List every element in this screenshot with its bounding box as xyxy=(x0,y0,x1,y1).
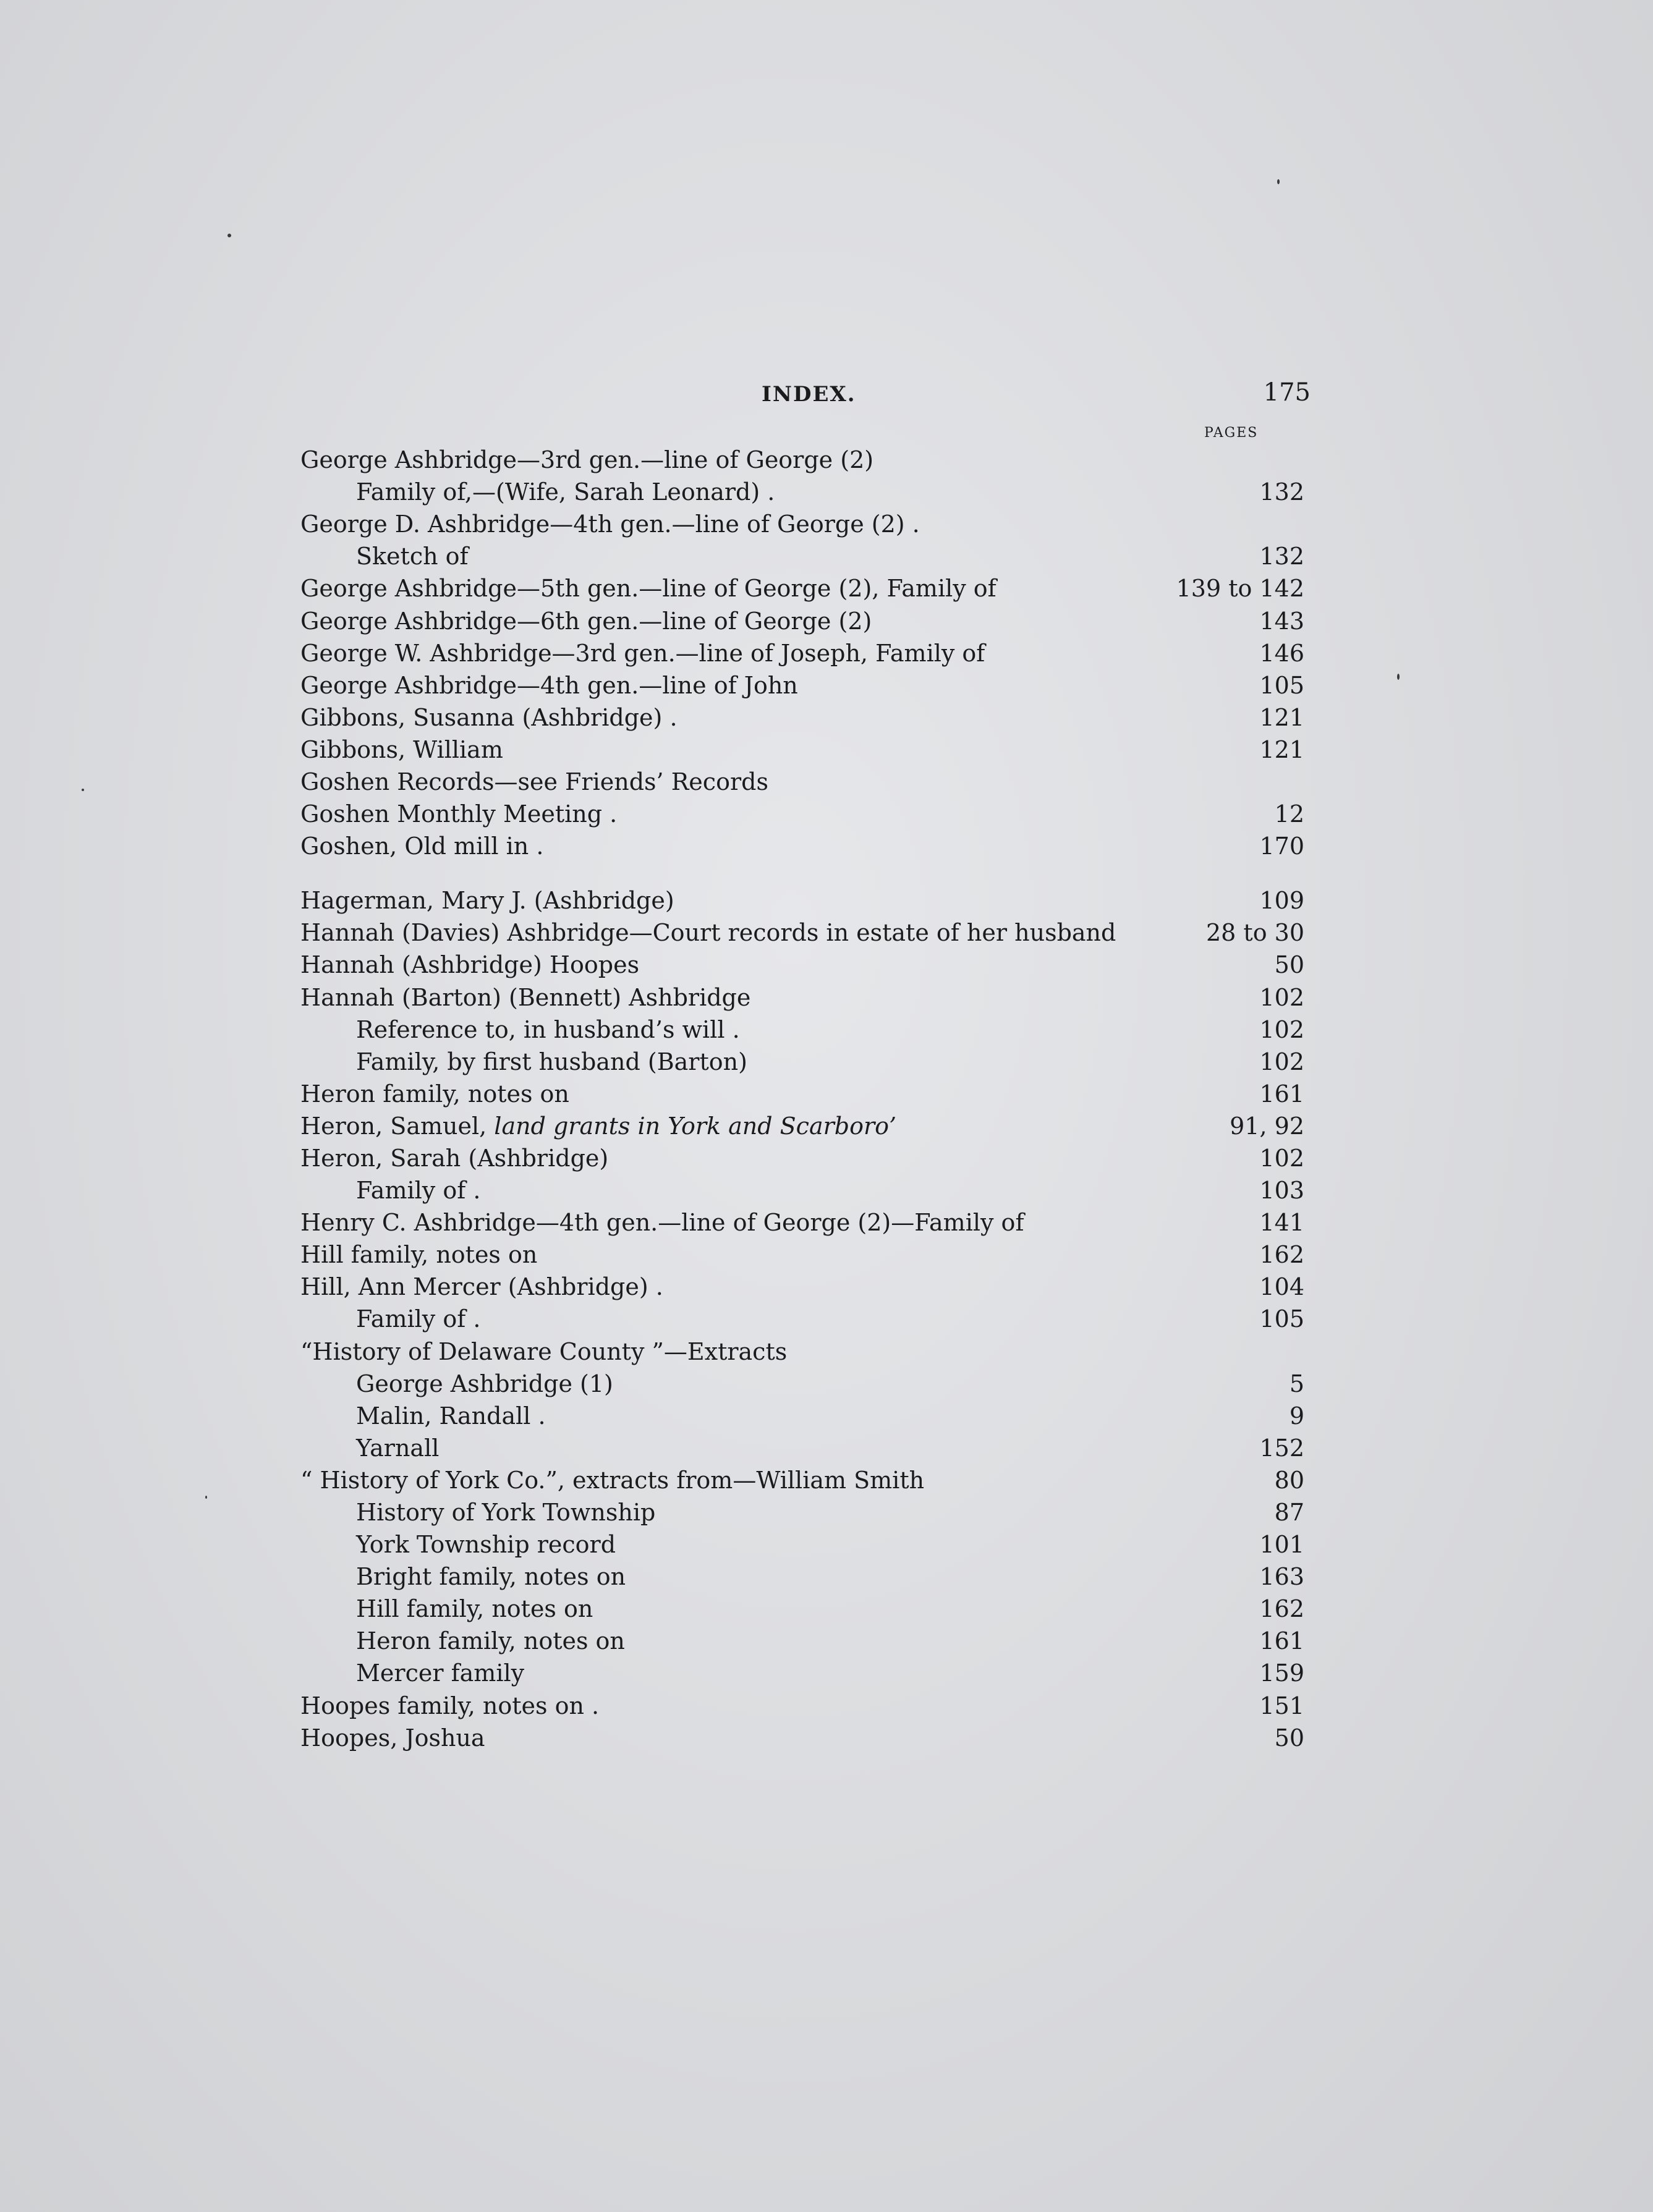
index-entry xyxy=(300,1046,1311,1078)
index-entry xyxy=(300,669,1311,701)
entry-text: George Ashbridge (1) xyxy=(356,1370,613,1397)
index-entry xyxy=(300,981,1311,1013)
entry-text: Heron family, notes on xyxy=(300,1080,569,1108)
index-entry xyxy=(300,949,1311,981)
entry-text: Hannah (Davies) Ashbridge—Court records in estate of her husband xyxy=(300,919,1116,947)
entry-text: Hannah (Barton) (Bennett) Ashbridge xyxy=(300,983,751,1011)
entry-page-ref: 162 xyxy=(1259,1241,1304,1269)
entry-text: George W. Ashbridge—3rd gen.—line of Joseph, Family of xyxy=(300,639,985,667)
entry-text: Family of . xyxy=(356,1177,481,1205)
index-entry xyxy=(300,476,1311,508)
page-number: 175 xyxy=(1263,378,1311,407)
index-entry xyxy=(300,1625,1311,1657)
entry-page-ref: 146 xyxy=(1259,639,1304,667)
page-header xyxy=(300,378,1311,415)
index-entry xyxy=(300,862,1311,917)
index-entry xyxy=(300,1271,1311,1303)
entry-text: York Township record xyxy=(356,1531,616,1559)
paper-speck xyxy=(227,234,231,237)
index-entries xyxy=(300,444,1311,1754)
entry-page-ref: 102 xyxy=(1259,983,1304,1011)
entry-text: Hoopes family, notes on . xyxy=(300,1692,600,1719)
entry-text: Hill, Ann Mercer (Ashbridge) . xyxy=(300,1273,663,1301)
entry-text: Yarnall xyxy=(356,1434,440,1462)
paper-speck xyxy=(205,1496,207,1499)
index-entry xyxy=(300,701,1311,734)
index-entry xyxy=(300,1657,1311,1689)
index-entry xyxy=(300,1303,1311,1335)
entry-text: “History of Delaware County ”—Extracts xyxy=(300,1337,788,1365)
index-entry xyxy=(300,1368,1311,1400)
index-entry xyxy=(300,637,1311,669)
entry-page-ref: 5 xyxy=(1289,1370,1304,1397)
index-entry xyxy=(300,1464,1311,1496)
index-entry xyxy=(300,1110,1311,1142)
entry-page-ref: 121 xyxy=(1259,735,1304,763)
index-entry xyxy=(300,1335,1311,1367)
entry-page-ref: 101 xyxy=(1259,1531,1304,1559)
index-entry xyxy=(300,604,1311,637)
index-entry xyxy=(300,508,1311,540)
entry-page-ref: 102 xyxy=(1259,1015,1304,1043)
index-entry xyxy=(300,444,1311,476)
entry-page-ref: 161 xyxy=(1259,1627,1304,1655)
entry-text: Henry C. Ashbridge—4th gen.—line of George (2)—Family of xyxy=(300,1209,1024,1237)
entry-text: Bright family, notes on xyxy=(356,1563,626,1591)
entry-text: George Ashbridge—6th gen.—line of George (2) xyxy=(300,607,872,635)
index-entry xyxy=(300,1561,1311,1593)
entry-page-ref: 162 xyxy=(1259,1595,1304,1623)
entry-page-ref: 102 xyxy=(1259,1048,1304,1075)
entry-page-ref: 28 to 30 xyxy=(1205,919,1304,947)
entry-page-ref: 139 to 142 xyxy=(1176,575,1304,603)
entry-page-ref: 132 xyxy=(1259,478,1304,506)
entry-page-ref: 102 xyxy=(1259,1144,1304,1172)
entry-text: Family of,—(Wife, Sarah Leonard) . xyxy=(356,478,775,506)
entry-text: Heron, Samuel, land grants in York and Scarboro’ xyxy=(300,1112,897,1140)
entry-page-ref: 105 xyxy=(1259,1305,1304,1333)
entry-text: Mercer family xyxy=(356,1659,525,1687)
index-entry xyxy=(300,798,1311,830)
index-entry xyxy=(300,1206,1311,1239)
entry-text: George Ashbridge—5th gen.—line of George (2), Family of xyxy=(300,575,996,603)
index-entry xyxy=(300,830,1311,862)
index-entry xyxy=(300,1496,1311,1528)
entry-text: Goshen, Old mill in . xyxy=(300,833,544,860)
index-entry xyxy=(300,1689,1311,1721)
entry-page-ref: 50 xyxy=(1274,1724,1304,1752)
index-entry xyxy=(300,1174,1311,1206)
entry-text: Family, by first husband (Barton) xyxy=(356,1048,747,1075)
entry-page-ref: 104 xyxy=(1259,1273,1304,1301)
entry-text: Hill family, notes on xyxy=(300,1241,538,1269)
entry-page-ref: 105 xyxy=(1259,671,1304,699)
entry-text: Heron, Sarah (Ashbridge) xyxy=(300,1144,609,1172)
paper-speck xyxy=(82,789,84,791)
entry-text: Malin, Randall . xyxy=(356,1402,546,1430)
pages-column-label: PAGES xyxy=(1204,425,1259,441)
entry-page-ref: 161 xyxy=(1259,1080,1304,1108)
index-entry xyxy=(300,766,1311,798)
paper-speck xyxy=(1277,179,1280,184)
index-entry xyxy=(300,917,1311,949)
index-entry xyxy=(300,1014,1311,1046)
entry-text: Family of . xyxy=(356,1305,481,1333)
entry-page-ref: 159 xyxy=(1259,1659,1304,1687)
entry-page-ref: 109 xyxy=(1259,887,1304,915)
entry-page-ref: 151 xyxy=(1259,1692,1304,1719)
paper-speck xyxy=(1397,674,1400,680)
index-entry xyxy=(300,1142,1311,1174)
index-entry xyxy=(300,1593,1311,1625)
index-entry xyxy=(300,1400,1311,1432)
entry-page-ref: 50 xyxy=(1274,951,1304,979)
entry-page-ref: 152 xyxy=(1259,1434,1304,1462)
index-entry xyxy=(300,1078,1311,1110)
index-entry xyxy=(300,1722,1311,1754)
entry-page-ref: 143 xyxy=(1259,607,1304,635)
entry-text: Hoopes, Joshua xyxy=(300,1724,485,1752)
entry-text: George Ashbridge—4th gen.—line of John xyxy=(300,671,798,699)
entry-text: George D. Ashbridge—4th gen.—line of George (2) . xyxy=(300,511,920,538)
index-entry xyxy=(300,1432,1311,1464)
index-entry xyxy=(300,572,1311,604)
entry-page-ref: 9 xyxy=(1289,1402,1304,1430)
entry-text: George Ashbridge—3rd gen.—line of George (2) xyxy=(300,446,874,474)
entry-text: Hagerman, Mary J. (Ashbridge) xyxy=(300,887,674,915)
entry-text: Goshen Monthly Meeting . xyxy=(300,800,618,828)
entry-text: History of York Township xyxy=(356,1499,656,1526)
entry-page-ref: 132 xyxy=(1259,543,1304,570)
entry-page-ref: 121 xyxy=(1259,703,1304,731)
entry-page-ref: 170 xyxy=(1259,833,1304,860)
entry-text: Heron family, notes on xyxy=(356,1627,625,1655)
entry-page-ref: 91, 92 xyxy=(1230,1112,1304,1140)
entry-text: Reference to, in husband’s will . xyxy=(356,1015,740,1043)
entry-text: Hannah (Ashbridge) Hoopes xyxy=(300,951,640,979)
entry-text: “ History of York Co.”, extracts from—William Smith xyxy=(300,1466,925,1494)
entry-page-ref: 12 xyxy=(1274,800,1304,828)
entry-page-ref: 103 xyxy=(1259,1177,1304,1205)
entry-text: Sketch of xyxy=(356,543,469,570)
index-entry xyxy=(300,1239,1311,1271)
index-entry xyxy=(300,1528,1311,1561)
entry-text: Gibbons, Susanna (Ashbridge) . xyxy=(300,703,678,731)
entry-page-ref: 87 xyxy=(1274,1499,1304,1526)
index-entry xyxy=(300,540,1311,572)
page-title: INDEX. xyxy=(762,382,856,407)
index-entry xyxy=(300,734,1311,766)
entry-text: Goshen Records—see Friends’ Records xyxy=(300,768,768,796)
entry-page-ref: 163 xyxy=(1259,1563,1304,1591)
entry-text: Hill family, notes on xyxy=(356,1595,593,1623)
entry-page-ref: 80 xyxy=(1274,1466,1304,1494)
entry-page-ref: 141 xyxy=(1259,1209,1304,1237)
entry-text: Gibbons, William xyxy=(300,735,503,763)
